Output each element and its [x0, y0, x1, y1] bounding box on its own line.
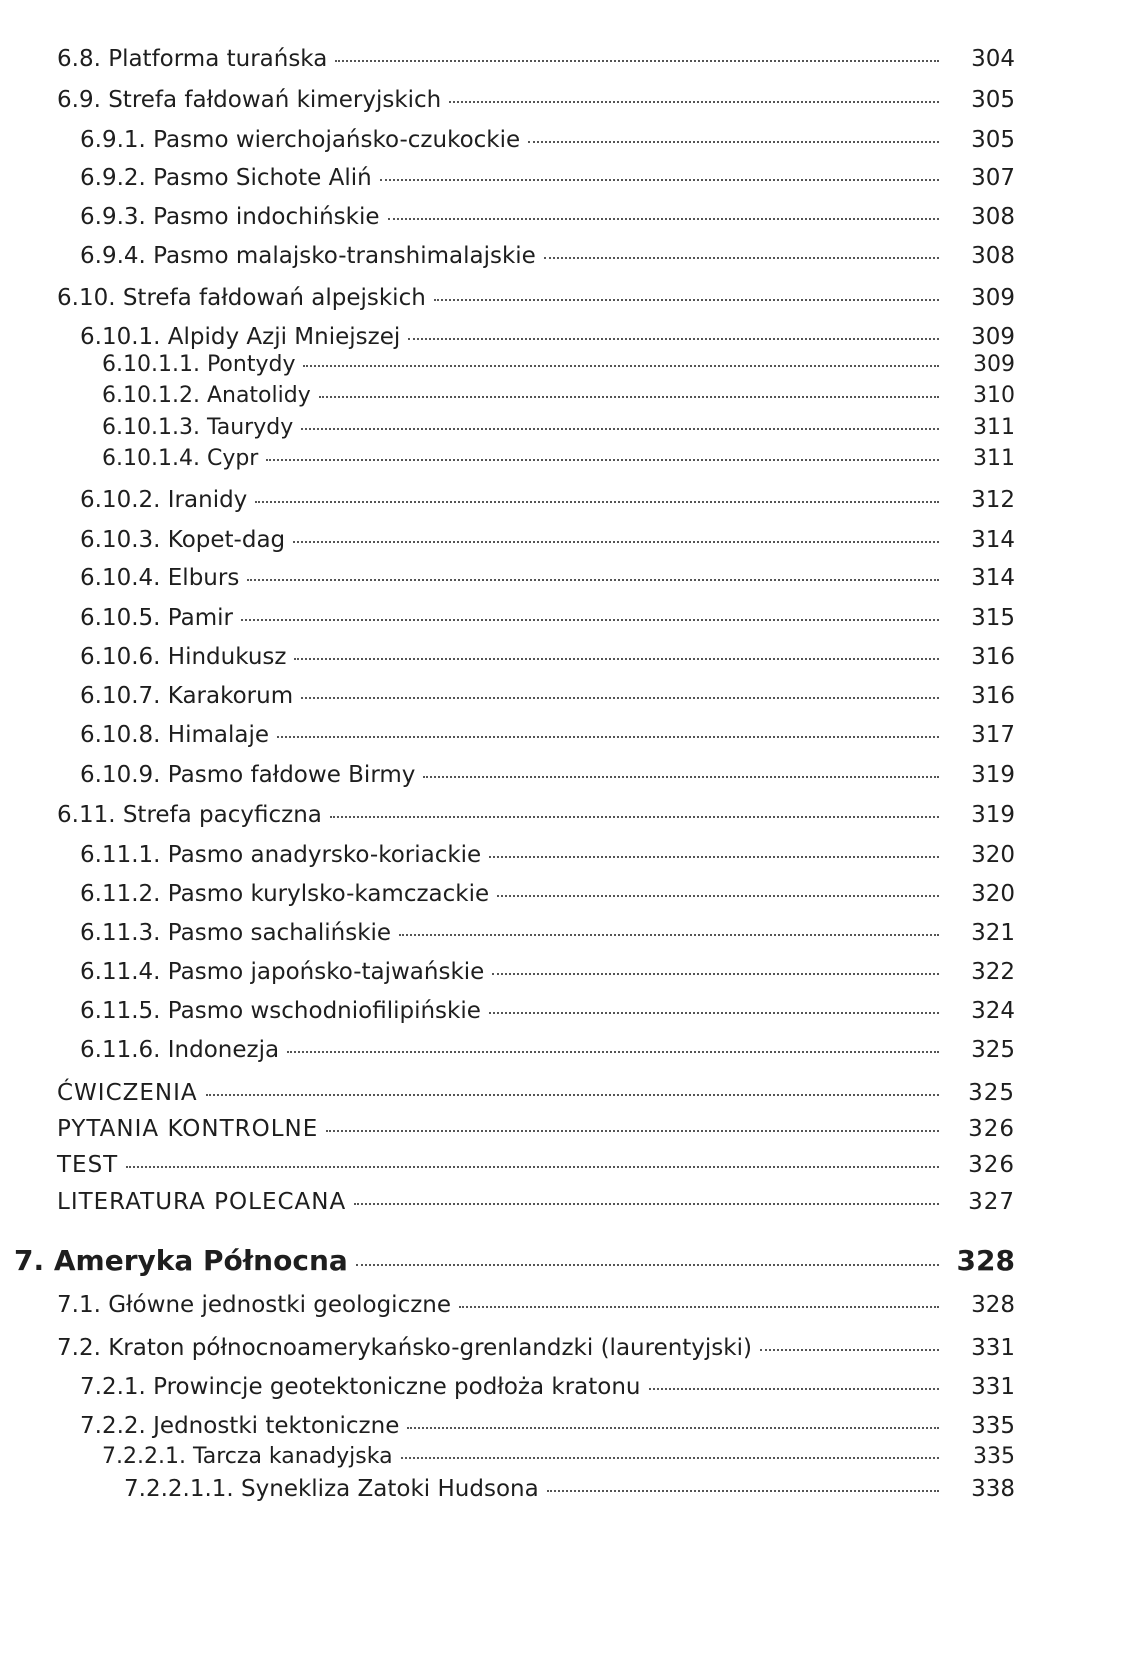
toc-entry — [0, 485, 1015, 515]
toc-entry — [0, 415, 1015, 441]
dot-leader — [303, 364, 939, 367]
toc-entry-title: 6.11.5. Pasmo wschodniofilipińskie — [80, 998, 481, 1024]
toc-entry-page: 335 — [973, 1444, 1015, 1469]
toc-entry-title: 6.11.1. Pasmo anadyrsko-koriackie — [80, 842, 482, 868]
dot-leader — [489, 855, 939, 858]
toc-entry-page: 325 — [968, 1080, 1015, 1106]
dot-leader — [497, 894, 939, 897]
toc-entry-title: 6.10.2. Iranidy — [80, 487, 248, 513]
toc-entry — [0, 681, 1015, 711]
dot-leader — [544, 256, 939, 259]
toc-entry-page: 316 — [971, 683, 1015, 709]
dot-leader — [380, 178, 939, 181]
toc-entry-title: 7.2. Kraton północnoamerykańsko-grenlandzki (laurentyjski) — [57, 1335, 752, 1361]
dot-leader — [459, 1305, 939, 1308]
toc-entry-page: 326 — [968, 1116, 1015, 1142]
toc-entry-page: 331 — [971, 1374, 1015, 1400]
dot-leader — [356, 1263, 939, 1266]
toc-entry-title: LITERATURA POLECANA — [57, 1189, 347, 1215]
toc-entry-page: 309 — [971, 285, 1015, 311]
toc-entry-page: 311 — [973, 446, 1015, 471]
toc-entry-page: 322 — [971, 959, 1015, 985]
dot-leader — [760, 1348, 939, 1351]
toc-entry-page: 314 — [971, 565, 1015, 591]
toc-entry-title: 7.2.1. Prowincje geotektoniczne podłoża kratonu — [80, 1374, 641, 1400]
toc-entry-page: 307 — [971, 165, 1015, 191]
dot-leader — [241, 618, 939, 621]
toc-entry — [0, 446, 1015, 472]
toc-entry-title: 6.11.4. Pasmo japońsko-tajwańskie — [80, 959, 485, 985]
toc-entry-page: 305 — [971, 127, 1015, 153]
toc-entry — [0, 879, 1015, 909]
dot-leader — [255, 500, 939, 503]
dot-leader — [489, 1011, 939, 1014]
dot-leader — [547, 1489, 939, 1492]
dot-leader — [449, 100, 939, 103]
toc-entry — [0, 563, 1015, 593]
toc-entry-title: 7.2.2.1.1. Synekliza Zatoki Hudsona — [124, 1476, 539, 1502]
toc-entry-title: ĆWICZENIA — [57, 1080, 198, 1106]
toc-entry-page: 331 — [971, 1335, 1015, 1361]
dot-leader — [388, 217, 939, 220]
dot-leader — [326, 1129, 939, 1132]
toc-entry — [0, 352, 1015, 378]
toc-entry — [0, 1290, 1015, 1320]
toc-entry-title: 7.2.2. Jednostki tektoniczne — [80, 1413, 400, 1439]
toc-entry — [0, 1333, 1015, 1363]
dot-leader — [266, 458, 939, 461]
toc-entry-title: 6.10.8. Himalaje — [80, 722, 269, 748]
dot-leader — [335, 59, 939, 62]
toc-entry — [0, 283, 1015, 313]
toc-entry-title: 6.9. Strefa fałdowań kimeryjskich — [57, 87, 442, 113]
toc-entry-title: 6.10. Strefa fałdowań alpejskich — [57, 285, 426, 311]
toc-entry-title: 6.10.6. Hindukusz — [80, 644, 287, 670]
dot-leader — [423, 775, 939, 778]
toc-entry-page: 320 — [971, 842, 1015, 868]
toc-entry-page: 321 — [971, 920, 1015, 946]
dot-leader — [293, 540, 939, 543]
toc-entry-page: 308 — [971, 243, 1015, 269]
toc-entry-page: 325 — [971, 1037, 1015, 1063]
toc-entry — [0, 1114, 1015, 1144]
toc-entry-page: 311 — [973, 415, 1015, 440]
dot-leader — [401, 1456, 939, 1459]
toc-entry-title: 6.10.1.1. Pontydy — [102, 352, 296, 377]
dot-leader — [407, 1426, 939, 1429]
toc-entry-title: 6.10.5. Pamir — [80, 605, 233, 631]
toc-entry-title: 6.10.1. Alpidy Azji Mniejszej — [80, 324, 401, 350]
toc-entry-title: 6.8. Platforma turańska — [57, 46, 328, 72]
toc-entry-page: 320 — [971, 881, 1015, 907]
toc-entry — [0, 44, 1015, 74]
toc-entry-page: 309 — [973, 352, 1015, 377]
dot-leader — [354, 1202, 939, 1205]
toc-entry-title: 6.11.6. Indonezja — [80, 1037, 280, 1063]
toc-entry-page: 314 — [971, 527, 1015, 553]
toc-entry — [0, 1444, 1015, 1470]
toc-entry — [0, 642, 1015, 672]
toc-entry — [0, 760, 1015, 790]
dot-leader — [294, 657, 939, 660]
toc-entry — [0, 800, 1015, 830]
toc-entry-title: 6.10.7. Karakorum — [80, 683, 294, 709]
toc-entry-title: 6.10.1.4. Cypr — [102, 446, 259, 471]
toc-entry-title: 6.10.4. Elburs — [80, 565, 240, 591]
dot-leader — [287, 1050, 939, 1053]
toc-entry-title: 6.10.9. Pasmo fałdowe Birmy — [80, 762, 416, 788]
toc-entry-title: 6.10.3. Kopet-dag — [80, 527, 286, 553]
chapter-entry — [0, 1243, 1015, 1279]
toc-entry-title: 6.10.1.2. Anatolidy — [102, 383, 311, 408]
toc-entry-title: 6.11. Strefa pacyficzna — [57, 802, 322, 828]
toc-entry-page: 327 — [968, 1189, 1015, 1215]
toc-entry — [0, 918, 1015, 948]
dot-leader — [408, 337, 939, 340]
dot-leader — [399, 933, 939, 936]
toc-entry-page: 315 — [971, 605, 1015, 631]
dot-leader — [330, 815, 939, 818]
toc-entry-title: TEST — [57, 1152, 119, 1178]
toc-entry-page: 319 — [971, 802, 1015, 828]
toc-entry-page: 316 — [971, 644, 1015, 670]
toc-entry-title: 7.2.2.1. Tarcza kanadyjska — [102, 1444, 393, 1469]
toc-entry — [0, 322, 1015, 352]
toc-entry — [0, 1078, 1015, 1108]
toc-entry — [0, 202, 1015, 232]
toc-entry-title: 6.9.2. Pasmo Sichote Aliń — [80, 165, 372, 191]
toc-entry-page: 335 — [971, 1413, 1015, 1439]
toc-entry-title: 6.10.1.3. Taurydy — [102, 415, 294, 440]
toc-entry — [0, 525, 1015, 555]
toc-entry-page: 305 — [971, 87, 1015, 113]
toc-entry — [0, 603, 1015, 633]
dot-leader — [492, 972, 939, 975]
toc-entry — [0, 241, 1015, 271]
toc-entry — [0, 1474, 1015, 1504]
toc-entry — [0, 125, 1015, 155]
toc-entry-page: 326 — [968, 1152, 1015, 1178]
toc-entry-page: 310 — [973, 383, 1015, 408]
dot-leader — [649, 1387, 939, 1390]
toc-entry-title: 7. Ameryka Północna — [14, 1244, 348, 1277]
toc-entry-page: 328 — [956, 1244, 1015, 1277]
toc-entry — [0, 996, 1015, 1026]
toc-entry-title: 6.9.1. Pasmo wierchojańsko-czukockie — [80, 127, 521, 153]
toc-entry-title: 7.1. Główne jednostki geologiczne — [57, 1292, 452, 1318]
dot-leader — [277, 735, 939, 738]
dot-leader — [528, 140, 939, 143]
toc-entry-page: 317 — [971, 722, 1015, 748]
toc-entry-page: 338 — [971, 1476, 1015, 1502]
toc-entry — [0, 957, 1015, 987]
toc-entry — [0, 1411, 1015, 1441]
toc-entry-page: 312 — [971, 487, 1015, 513]
toc-entry — [0, 1035, 1015, 1065]
toc-entry — [0, 383, 1015, 409]
toc-entry-page: 308 — [971, 204, 1015, 230]
toc-entry-title: 6.9.3. Pasmo indochińskie — [80, 204, 380, 230]
toc-entry — [0, 1187, 1015, 1217]
toc-entry — [0, 720, 1015, 750]
toc-entry — [0, 840, 1015, 870]
dot-leader — [247, 578, 939, 581]
toc-entry-page: 328 — [971, 1292, 1015, 1318]
toc-entry — [0, 1150, 1015, 1180]
toc-entry — [0, 163, 1015, 193]
dot-leader — [126, 1165, 939, 1168]
toc-entry-title: PYTANIA KONTROLNE — [57, 1116, 319, 1142]
toc-entry-title: 6.9.4. Pasmo malajsko-transhimalajskie — [80, 243, 536, 269]
dot-leader — [206, 1093, 939, 1096]
toc-entry — [0, 85, 1015, 115]
toc-entry-title: 6.11.2. Pasmo kurylsko-kamczackie — [80, 881, 490, 907]
toc-entry-title: 6.11.3. Pasmo sachalińskie — [80, 920, 392, 946]
dot-leader — [301, 427, 939, 430]
toc-entry-page: 304 — [971, 46, 1015, 72]
toc-entry-page: 324 — [971, 998, 1015, 1024]
dot-leader — [319, 395, 939, 398]
dot-leader — [301, 696, 939, 699]
toc-entry-page: 319 — [971, 762, 1015, 788]
toc-entry-page: 309 — [971, 324, 1015, 350]
toc-entry — [0, 1372, 1015, 1402]
dot-leader — [434, 298, 939, 301]
